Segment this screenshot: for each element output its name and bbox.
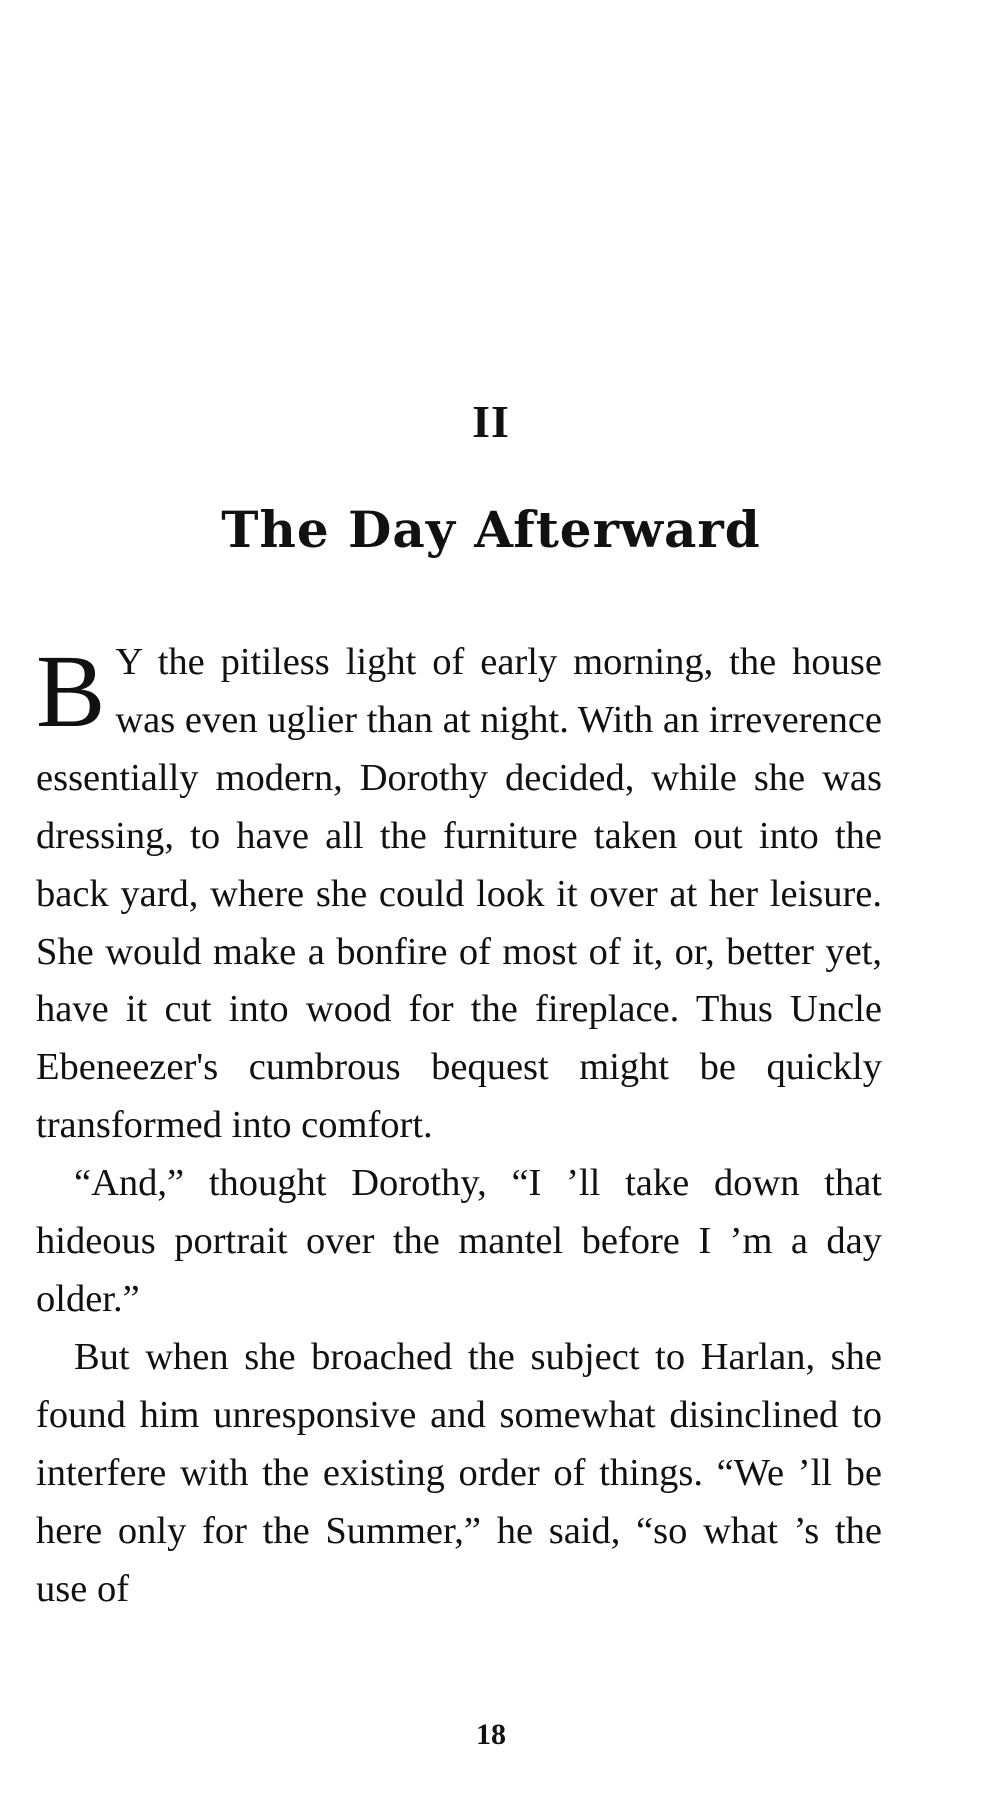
chapter-number: II [472,396,510,447]
paragraph-2: “And,” thought Dorothy, “I ’ll take down that hideous portrait over the mantel before I ’m a day older.” [36,1162,882,1320]
drop-cap: B [36,634,106,749]
paragraph-1 [36,634,882,1155]
page-number: 18 [476,1718,506,1751]
paragraph-3: But when she broached the subject to Harlan, she found him unresponsive and somewhat disinclined to interfere with the existing order of things. “We ’ll be here only for the Summer,” he said, “so what ’s the use of [36,1335,882,1610]
chapter-title: The Day Afterward [221,500,761,559]
paragraph-1-text: Y the pitiless light of early morning, the house was even uglier than at night. With an irreverence essentially modern, Dorothy decided, while she was dressing, to have all the furniture taken out into the back yard, where she could look it over at her leisure. She would make a bonfire of most of it, or, better yet, have it cut into wood for the fireplace. Thus Uncle Ebeneezer's cumbrous bequest might be quickly transformed into comfort. [36,641,882,1147]
chapter-body [36,634,882,1618]
